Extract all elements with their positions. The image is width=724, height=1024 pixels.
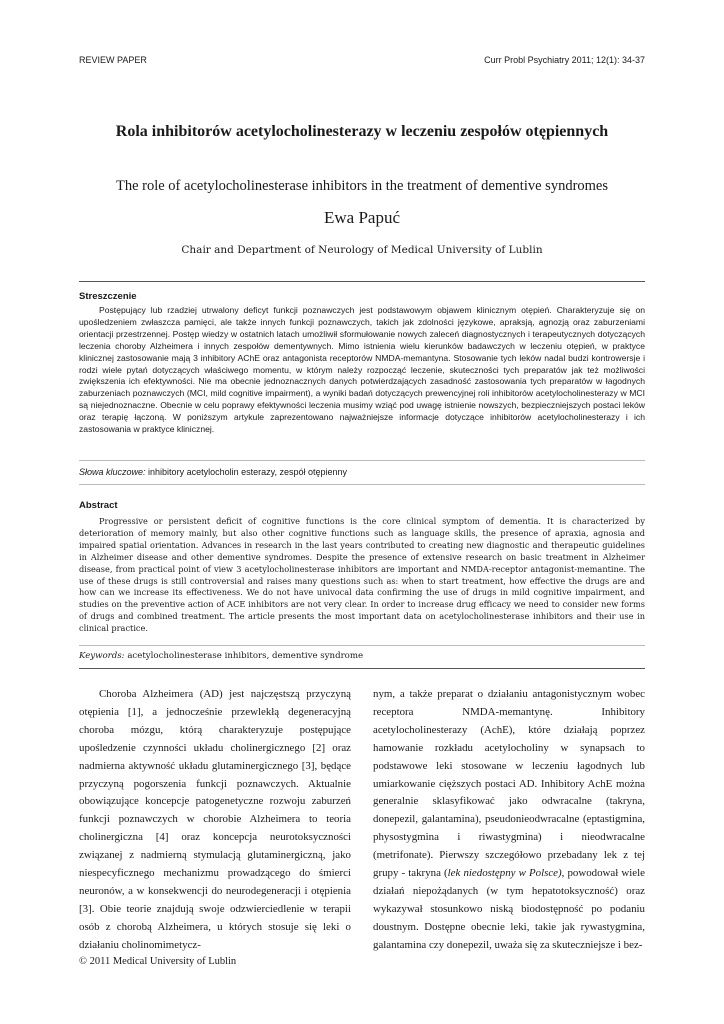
divider-keywords-pl <box>79 460 645 461</box>
abstract-heading: Abstract <box>79 500 118 511</box>
divider-keywords-en <box>79 645 645 646</box>
copyright-footer: © 2011 Medical University of Lublin <box>79 956 237 967</box>
running-header <box>79 55 645 69</box>
divider-body <box>79 668 645 669</box>
body-right-part-2: , powodował wiele działań niepożądanych (w tym hepatotoksyczność) oraz wykazywał stosunkowo niską biodostępność po podaniu doustnym. Dostępne obecnie leki, takie jak rywastygmina, galantamina czy donepezil, uważa się za skuteczniejsze i bez- <box>373 867 645 951</box>
divider-abstract <box>79 484 645 485</box>
keywords-text: acetylocholinesterase inhibitors, dementive syndrome <box>127 651 364 661</box>
title-polish: Rola inhibitorów acetylocholinesterazy w leczeniu zespołów otępiennych <box>115 123 609 140</box>
streszczenie-heading: Streszczenie <box>79 291 137 302</box>
streszczenie-text: Postępujący lub rzadziej utrwalony deficyt funkcji poznawczych jest podstawowym objawem klinicznym otępień. Charakteryzuje się on upośledzeniem zwłaszcza pamięci, ale także innych funkcji poznawczych, takich jak zdolności językowe, apraksją, agnozją oraz zaburzeniami orientacji przestrzennej. Postęp wiedzy w ostatnich latach umożliwił sformułowanie nowych zaleceń diagnostycznych i terapeutycznych dotyczących leczenia choroby Alzheimera i innych zespołów dementywnych. Mimo istnienia wielu kierunków badawczych w leczeniu otępień, w praktyce klinicznej zastosowanie mają 3 inhibitory AChE oraz antagonista receptorów NMDA-memantyna. Stosowanie tych leków nadal budzi kontrowersje i rodzi wiele pytań dotyczących właściwego momentu, w którym należy rozpocząć leczenie, skuteczności tych preparatów jak też możliwości zwiększenia ich efektywności. Nie ma obecnie jednoznacznych danych potwierdzających zasadność zastosowania tych preparatów w łagodnych zaburzeniach poznawczych (MCI, mild cognitive impairment), a wyniki badań dotyczących prewencyjnej roli inhibitorów acetylocholinesterazy w MCI są niejednoznaczne. Obecnie w celu poprawy efektywności leczenia musimy wziąć pod uwagę istnienie nowszych, bezpieczniejszych postaci leków oraz terapię łączoną. W poniższym artykule zaprezentowano najważniejsze informacje dotyczące inhibitorów acetylocholinesterazy i ich zastosowania w praktyce klinicznej. <box>79 305 645 435</box>
title-english: The role of acetylocholinesterase inhibitors in the treatment of dementive syndromes <box>115 178 609 194</box>
body-right-part-1: nym, a także preparat o działaniu antagonistycznym wobec receptora NMDA-memantynę. Inhibitory acetylocholinesterazy (AchE), które działają poprzez hamowanie rozkładu acetylocholiny w synapsach to podstawowe leki stosowane w leczeniu łagodnych lub umiarkowanie cięższych postaci AD. Inhibitory AchE można generalnie sklasyfikować jako odwracalne (takryna, donepezil, galantamina), pseudonieodwracalne (eptastigmina, physostygmina i riwastygmina) i nieodwracalne (metrifonate). Pierwszy szczegółowo przebadany lek z tej grupy - takryna ( <box>373 688 645 880</box>
body-right-italic: lek niedostępny w Polsce) <box>447 867 562 880</box>
slowa-kluczowe-label: Słowa kluczowe: <box>79 467 146 477</box>
slowa-kluczowe <box>79 467 645 477</box>
divider-top <box>79 281 645 282</box>
keywords-label: Keywords: <box>79 651 125 661</box>
author-name: Ewa Papuć <box>323 208 400 227</box>
article-type-label: REVIEW PAPER <box>79 55 147 65</box>
keywords <box>79 651 645 661</box>
citation-label: Curr Probl Psychiatry 2011; 12(1): 34-37 <box>484 55 645 65</box>
body-column-left: Choroba Alzheimera (AD) jest najczęstszą przyczyną otępienia [1], a jednocześnie przewlekłą degeneracyjną choroba mózgu, którą charakteryzuje postępujące upośledzenie czynności układu cholinergicznego [2] oraz nadmierna aktywność układu glutaminergicznego [3], będące przyczyną pogorszenia funkcji poznawczych. Aktualnie obowiązujące koncepcje patogenetyczne rozwoju zaburzeń funkcji poznawczych w chorobie Alzheimera to teoria cholinergiczna [4] oraz koncepcja neurotoksyczności związanej z nadmierną stymulacją glutaminergiczną, jako niespecyficznego mechanizmu prowadzącego do śmierci neuronów, a w konsekwencji do neurodegeneracji i otępienia [3]. Obie teorie znajdują swoje odzwierciedlenie w terapii osób z chorobą Alzheimera, u których stosuje się leki o działaniu cholinomimetycz- <box>79 688 351 951</box>
body-column-right <box>373 686 645 955</box>
affiliation: Chair and Department of Neurology of Medical University of Lublin <box>181 244 543 256</box>
abstract-text: Progressive or persistent deficit of cognitive functions is the core clinical symptom of dementia. It is characterized by deterioration of memory mainly, but also other cognitive functions such as language skills, the presence of apraxia, agnosia and impaired spatial orientation. Advances in research in the last years contributed to creating new diagnostic and therapeutic guidelines in Alzheimer disease and other dementive syndromes. Despite the presence of extensive research on basic treatment in Alzheimer disease, from practical point of view 3 acetylocholinesterase inhibitors are important and NMDA-receptor antagonist-memantine. The use of these drugs is still controversial and raises many questions such as: when to start treatment, how effective the drugs are and how can we increase its effectiveness. We do not have univocal data confirming the use of drugs in mild cognitive impairment, and studies on the preventive action of ACE inhibitors are not very clear. In order to increase drug efficacy we need to consider new forms of drugs and combined treatment. The article presents the most important data on acetylocholinesterase inhibitors and their use in clinical practice. <box>79 516 645 634</box>
slowa-kluczowe-text: inhibitory acetylocholin esterazy, zespół otępienny <box>148 467 347 477</box>
